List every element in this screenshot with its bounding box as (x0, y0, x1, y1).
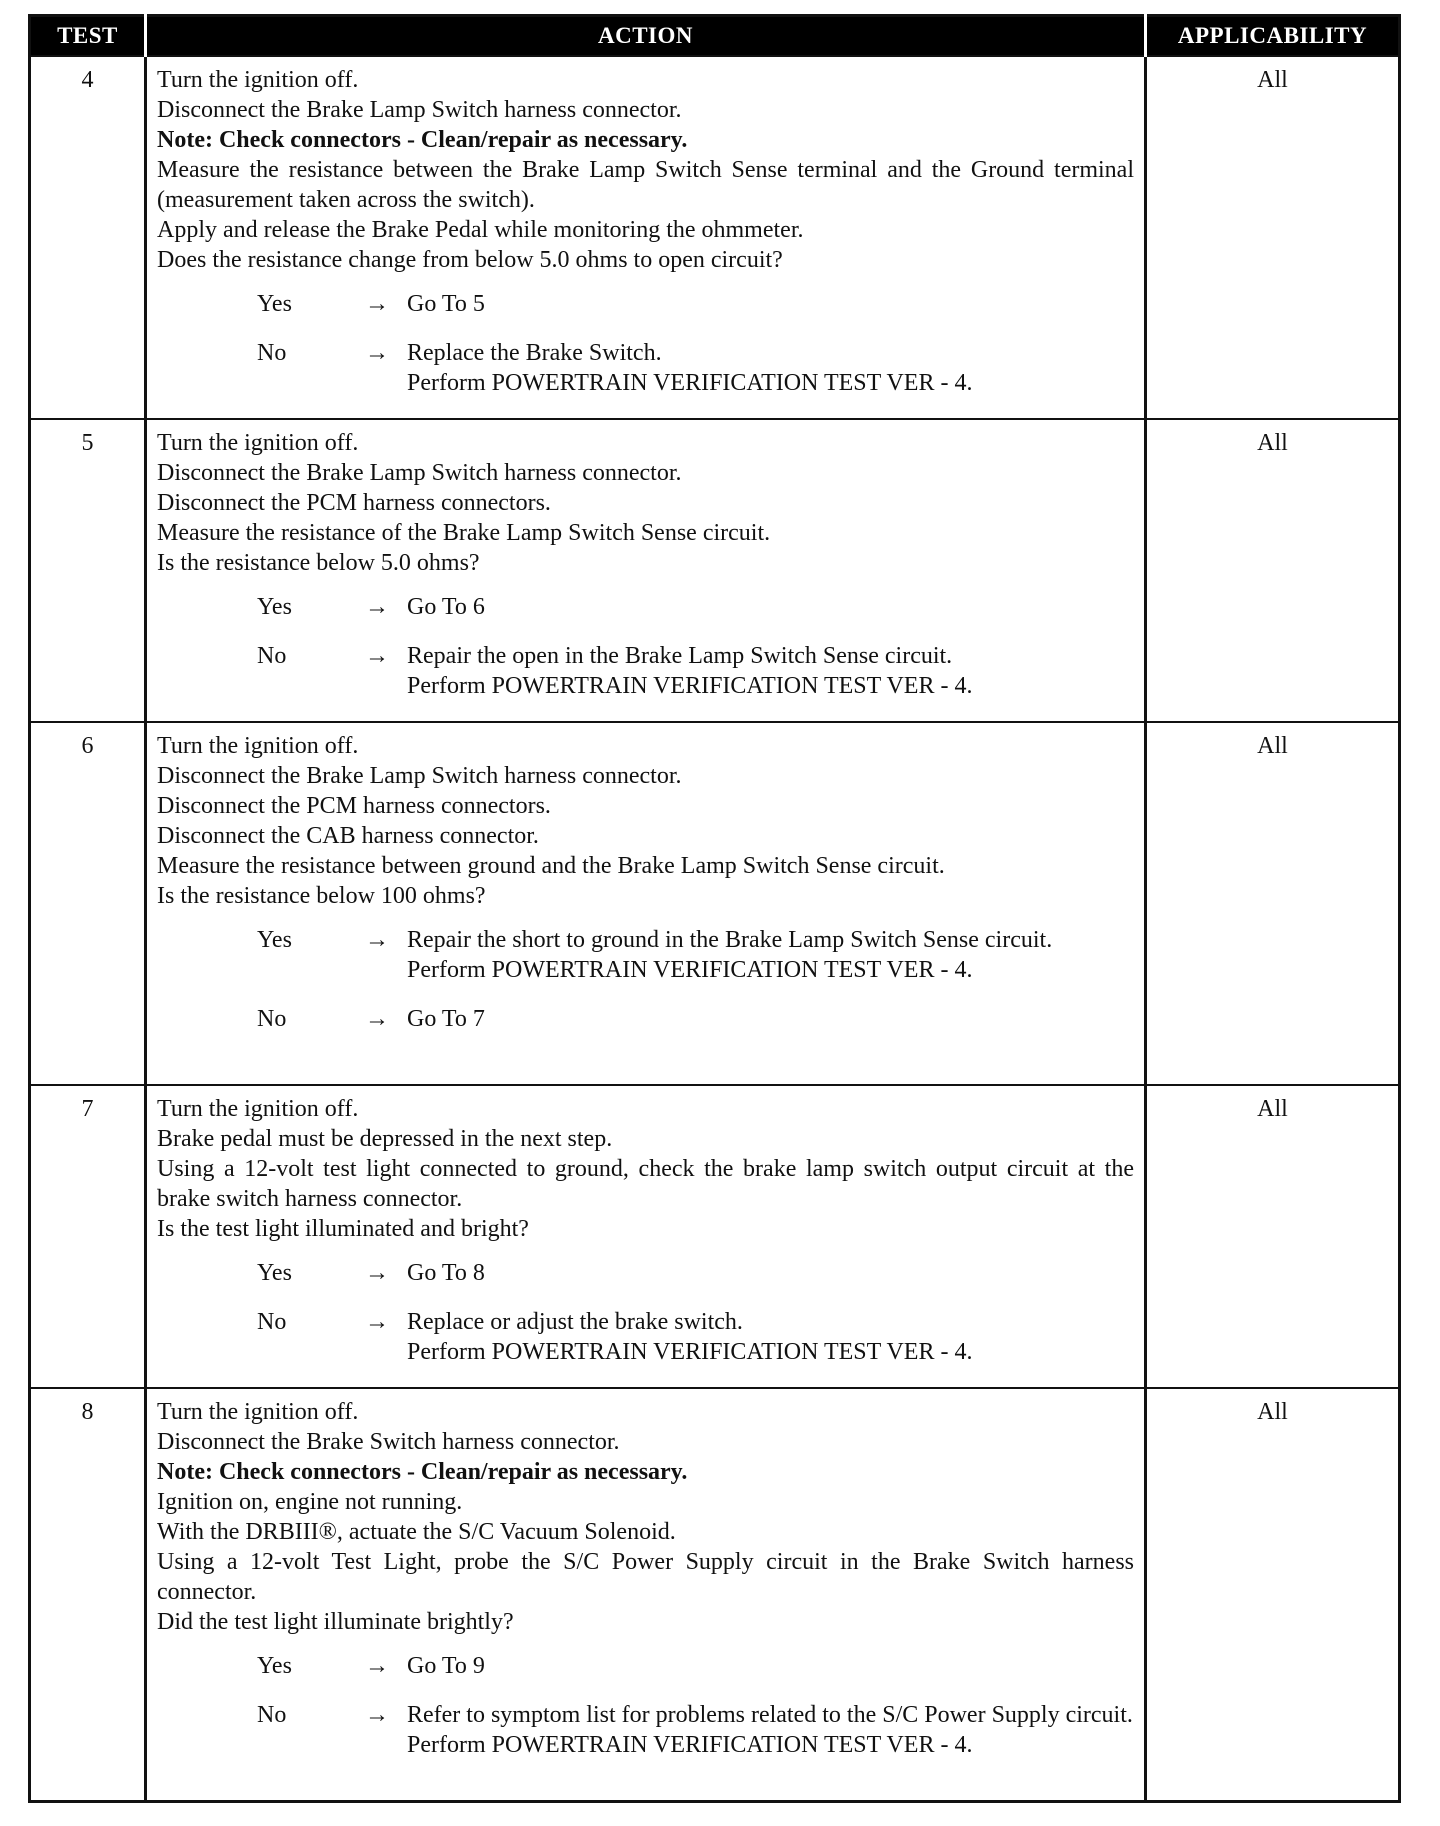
response-no (257, 1700, 1134, 1760)
right-arrow-icon: → (365, 927, 389, 953)
test-number: 5 (30, 419, 146, 722)
instruction-line: With the DRBIII®, actuate the S/C Vacuum Solenoid. (157, 1519, 676, 1545)
table-row (30, 56, 1400, 419)
instruction-line: Disconnect the PCM harness connectors. (157, 490, 551, 516)
answer-label: Yes (257, 594, 292, 620)
test-number: 8 (30, 1388, 146, 1802)
action-cell (146, 722, 1146, 1085)
answer-label: No (257, 1006, 287, 1032)
instruction-line: Apply and release the Brake Pedal while monitoring the ohmmeter. (157, 217, 804, 243)
response-result (407, 1651, 1134, 1681)
response-yes (257, 1651, 1134, 1681)
response-result (407, 641, 1134, 701)
answer-label: Yes (257, 927, 292, 953)
response-no (257, 1307, 1134, 1367)
result-line: Go To 9 (407, 1653, 485, 1679)
response-result (407, 592, 1134, 622)
instruction-line: Disconnect the Brake Lamp Switch harness connector. (157, 97, 682, 123)
instruction-line: Brake pedal must be depressed in the next step. (157, 1126, 613, 1152)
result-line: Replace the Brake Switch. (407, 340, 662, 366)
answer-label: Yes (257, 291, 292, 317)
result-line: Repair the open in the Brake Lamp Switch Sense circuit. (407, 643, 953, 669)
header-test: TEST (30, 16, 146, 57)
applicability-value: All (1146, 1388, 1400, 1802)
applicability-value: All (1146, 722, 1400, 1085)
test-number: 7 (30, 1085, 146, 1388)
instruction-line: Ignition on, engine not running. (157, 1489, 463, 1515)
result-line: Go To 5 (407, 291, 485, 317)
table-body (30, 56, 1400, 1802)
response-yes (257, 1258, 1134, 1288)
response-no (257, 1004, 1134, 1034)
right-arrow-icon: → (365, 1309, 389, 1335)
answer-label: No (257, 643, 287, 669)
table-header (30, 16, 1400, 57)
response-yes (257, 925, 1134, 985)
table-row (30, 1388, 1400, 1802)
instruction-line: Using a 12-volt Test Light, probe the S/C Power Supply circuit in the Brake Switch harness connector. (157, 1549, 1134, 1605)
response-result (407, 289, 1134, 319)
instruction-line: Disconnect the PCM harness connectors. (157, 793, 551, 819)
response-block (157, 592, 1134, 701)
result-line: Replace or adjust the brake switch. (407, 1309, 743, 1335)
answer-label: Yes (257, 1260, 292, 1286)
instruction-line: Disconnect the Brake Lamp Switch harness connector. (157, 460, 682, 486)
response-result (407, 338, 1134, 398)
instruction-line: Measure the resistance between the Brake Lamp Switch Sense terminal and the Ground terminal (measurement taken across the switch). (157, 157, 1134, 213)
result-line: Go To 6 (407, 594, 485, 620)
result-line: Perform POWERTRAIN VERIFICATION TEST VER - 4. (407, 1732, 973, 1758)
response-result (407, 1258, 1134, 1288)
result-line: Perform POWERTRAIN VERIFICATION TEST VER - 4. (407, 673, 973, 699)
note-line: Note: Check connectors - Clean/repair as necessary. (157, 127, 688, 153)
result-line: Refer to symptom list for problems related to the S/C Power Supply circuit. (407, 1702, 1133, 1728)
result-line: Perform POWERTRAIN VERIFICATION TEST VER - 4. (407, 957, 973, 983)
header-action: ACTION (146, 16, 1146, 57)
right-arrow-icon: → (365, 291, 389, 317)
instruction-line: Disconnect the Brake Switch harness connector. (157, 1429, 620, 1455)
response-result (407, 925, 1134, 985)
right-arrow-icon: → (365, 1260, 389, 1286)
diagnostic-procedure-page (28, 14, 1398, 1803)
instruction-line: Using a 12-volt test light connected to ground, check the brake lamp switch output circuit at the brake switch harness connector. (157, 1156, 1134, 1212)
instruction-line: Is the resistance below 5.0 ohms? (157, 550, 480, 576)
instruction-line: Turn the ignition off. (157, 733, 359, 759)
response-no (257, 338, 1134, 398)
response-block (157, 289, 1134, 398)
answer-label: No (257, 1309, 287, 1335)
instruction-line: Is the resistance below 100 ohms? (157, 883, 486, 909)
right-arrow-icon: → (365, 594, 389, 620)
test-number: 4 (30, 56, 146, 419)
response-result (407, 1004, 1134, 1034)
action-cell (146, 1388, 1146, 1802)
result-line: Repair the short to ground in the Brake Lamp Switch Sense circuit. (407, 927, 1053, 953)
response-block (157, 1651, 1134, 1760)
answer-label: Yes (257, 1653, 292, 1679)
response-block (157, 1258, 1134, 1367)
result-line: Go To 7 (407, 1006, 485, 1032)
right-arrow-icon: → (365, 1653, 389, 1679)
instruction-line: Did the test light illuminate brightly? (157, 1609, 514, 1635)
test-number: 6 (30, 722, 146, 1085)
answer-label: No (257, 1702, 287, 1728)
instruction-line: Is the test light illuminated and bright? (157, 1216, 529, 1242)
result-line: Go To 8 (407, 1260, 485, 1286)
response-no (257, 641, 1134, 701)
action-cell (146, 419, 1146, 722)
response-yes (257, 592, 1134, 622)
table-row (30, 419, 1400, 722)
applicability-value: All (1146, 1085, 1400, 1388)
instruction-line: Disconnect the CAB harness connector. (157, 823, 539, 849)
response-block (157, 925, 1134, 1034)
instruction-line: Turn the ignition off. (157, 1096, 359, 1122)
response-yes (257, 289, 1134, 319)
instruction-line: Measure the resistance between ground and the Brake Lamp Switch Sense circuit. (157, 853, 945, 879)
header-applicability: APPLICABILITY (1146, 16, 1400, 57)
answer-label: No (257, 340, 287, 366)
note-line: Note: Check connectors - Clean/repair as necessary. (157, 1459, 688, 1485)
table-row (30, 722, 1400, 1085)
action-cell (146, 1085, 1146, 1388)
applicability-value: All (1146, 56, 1400, 419)
right-arrow-icon: → (365, 1702, 389, 1728)
applicability-value: All (1146, 419, 1400, 722)
instruction-line: Measure the resistance of the Brake Lamp Switch Sense circuit. (157, 520, 771, 546)
table-row (30, 1085, 1400, 1388)
instruction-line: Does the resistance change from below 5.0 ohms to open circuit? (157, 247, 783, 273)
action-cell (146, 56, 1146, 419)
instruction-line: Turn the ignition off. (157, 67, 359, 93)
right-arrow-icon: → (365, 340, 389, 366)
instruction-line: Turn the ignition off. (157, 430, 359, 456)
right-arrow-icon: → (365, 1006, 389, 1032)
diagnostic-test-table (28, 14, 1401, 1803)
instruction-line: Disconnect the Brake Lamp Switch harness connector. (157, 763, 682, 789)
result-line: Perform POWERTRAIN VERIFICATION TEST VER - 4. (407, 370, 973, 396)
response-result (407, 1700, 1134, 1760)
result-line: Perform POWERTRAIN VERIFICATION TEST VER - 4. (407, 1339, 973, 1365)
right-arrow-icon: → (365, 643, 389, 669)
response-result (407, 1307, 1134, 1367)
instruction-line: Turn the ignition off. (157, 1399, 359, 1425)
